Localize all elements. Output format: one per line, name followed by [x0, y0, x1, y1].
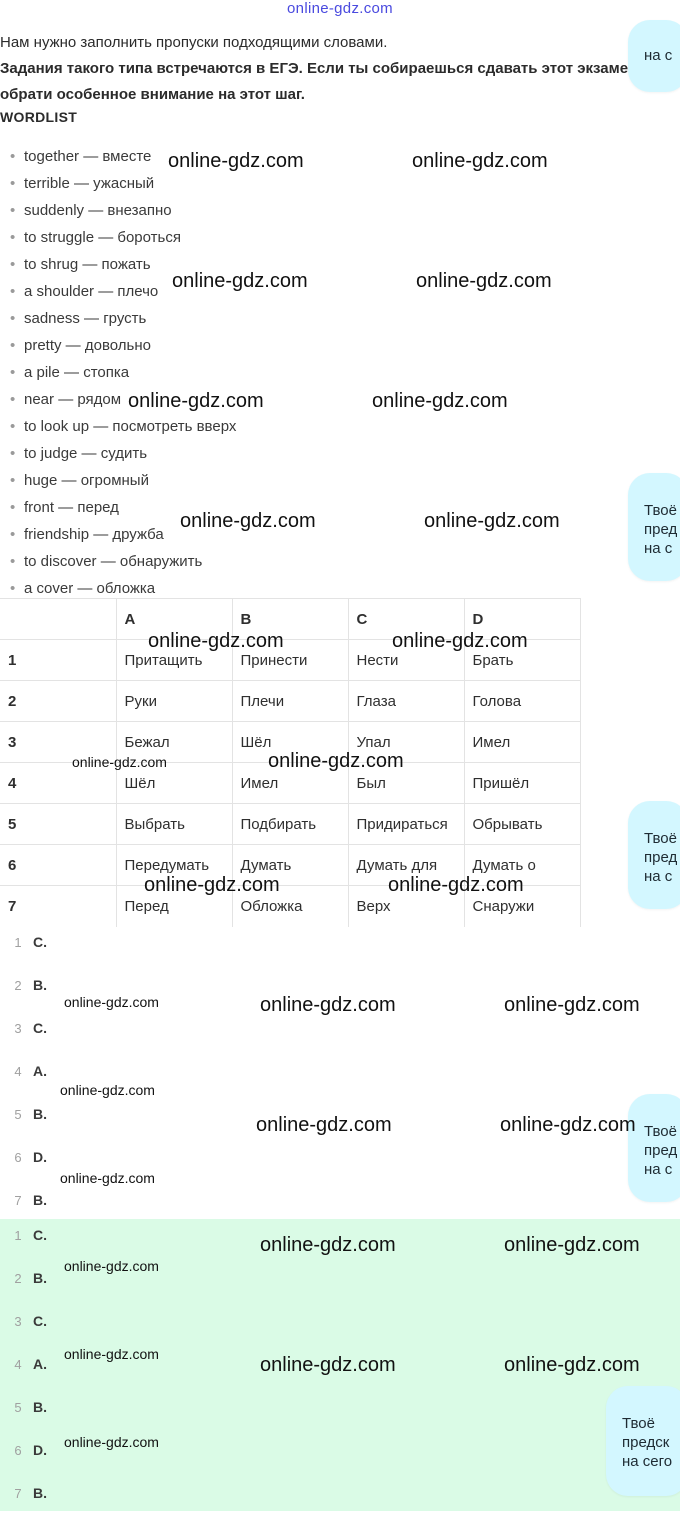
- table-cell: 2: [0, 681, 116, 722]
- bullet-icon: •: [10, 445, 16, 462]
- answer-number: 3: [14, 1314, 22, 1329]
- watermark: online-gdz.com: [72, 754, 167, 770]
- wordlist-item: • a shoulder — плечо: [10, 278, 236, 305]
- watermark: online-gdz.com: [64, 1434, 159, 1450]
- answer-number: 6: [14, 1150, 22, 1165]
- bullet-icon: •: [10, 283, 16, 300]
- answer-value: B.: [33, 1192, 47, 1208]
- answer-value: B.: [33, 1270, 47, 1286]
- table-cell: Верх: [348, 886, 464, 927]
- wordlist-item: • near — рядом: [10, 386, 236, 413]
- answer-value: C.: [33, 1313, 47, 1329]
- watermark: online-gdz.com: [60, 1170, 155, 1186]
- bullet-icon: •: [10, 472, 16, 489]
- intro-line-2: Задания такого типа встречаются в ЕГЭ. Если ты собираешься сдавать этот экзаме: [0, 60, 629, 77]
- intro-text: [0, 30, 640, 108]
- bubble-text: на сего: [622, 1453, 673, 1470]
- bullet-icon: •: [10, 418, 16, 435]
- watermark: online-gdz.com: [60, 1082, 155, 1098]
- wordlist-item: • friendship — дружба: [10, 521, 236, 548]
- table-cell: Шёл: [116, 763, 232, 804]
- watermark: online-gdz.com: [416, 270, 552, 292]
- bubble-text: Твоё: [644, 830, 677, 847]
- answer-item: [0, 1270, 680, 1313]
- watermark: online-gdz.com: [128, 390, 264, 412]
- bubble-text: Твоё: [644, 502, 677, 519]
- answer-number: 4: [14, 1064, 22, 1079]
- table-cell: Брать: [464, 640, 580, 681]
- bubble-text: пред: [644, 849, 678, 866]
- wordlist-item: • front — перед: [10, 494, 236, 521]
- bullet-icon: •: [10, 256, 16, 273]
- bullet-icon: •: [10, 580, 16, 597]
- wordlist-item: • to struggle — бороться: [10, 224, 236, 251]
- answer-value: B.: [33, 1485, 47, 1501]
- answer-value: D.: [33, 1149, 47, 1165]
- table-cell: 7: [0, 886, 116, 927]
- bullet-icon: •: [10, 148, 16, 165]
- table-cell: Передумать: [116, 845, 232, 886]
- answer-value: B.: [33, 1399, 47, 1415]
- wordlist-item: • a pile — стопка: [10, 359, 236, 386]
- table-row: [0, 804, 580, 845]
- answer-number: 2: [14, 978, 22, 993]
- answer-number: 7: [14, 1193, 22, 1208]
- answer-value: C.: [33, 1020, 47, 1036]
- table-header-cell: B: [232, 599, 348, 640]
- table-cell: Имел: [464, 722, 580, 763]
- bubble-text: Твоё: [644, 1123, 677, 1140]
- wordlist-item: • to shrug — пожать: [10, 251, 236, 278]
- table-cell: 4: [0, 763, 116, 804]
- watermark: online-gdz.com: [256, 1114, 392, 1136]
- table-cell: Придираться: [348, 804, 464, 845]
- bullet-icon: •: [10, 526, 16, 543]
- wordlist-item: • terrible — ужасный: [10, 170, 236, 197]
- answer-value: D.: [33, 1442, 47, 1458]
- watermark: online-gdz.com: [504, 994, 640, 1016]
- table-cell: Выбрать: [116, 804, 232, 845]
- answer-number: 5: [14, 1107, 22, 1122]
- wordlist: [10, 143, 236, 602]
- answer-number: 1: [14, 1228, 22, 1243]
- table-cell: Имел: [232, 763, 348, 804]
- watermark: online-gdz.com: [388, 874, 524, 896]
- bullet-icon: •: [10, 310, 16, 327]
- answer-item: [0, 1020, 680, 1063]
- wordlist-item: • sadness — грусть: [10, 305, 236, 332]
- answer-value: A.: [33, 1356, 47, 1372]
- table-cell: Подбирать: [232, 804, 348, 845]
- answer-number: 5: [14, 1400, 22, 1415]
- bubble-text: Твоё: [622, 1415, 655, 1432]
- bullet-icon: •: [10, 202, 16, 219]
- table-cell: Пришёл: [464, 763, 580, 804]
- bullet-icon: •: [10, 175, 16, 192]
- watermark: online-gdz.com: [260, 1234, 396, 1256]
- table-cell: Снаружи: [464, 886, 580, 927]
- prediction-bubble[interactable]: [628, 20, 680, 92]
- wordlist-item: • to discover — обнаружить: [10, 548, 236, 575]
- table-cell: Бежал: [116, 722, 232, 763]
- wordlist-item: • huge — огромный: [10, 467, 236, 494]
- bubble-text: предск: [622, 1434, 670, 1451]
- bullet-icon: •: [10, 553, 16, 570]
- bubble-text: пред: [644, 521, 678, 538]
- answer-value: A.: [33, 1063, 47, 1079]
- prediction-bubble[interactable]: [606, 1386, 680, 1496]
- table-cell: Обрывать: [464, 804, 580, 845]
- watermark: online-gdz.com: [144, 874, 280, 896]
- answer-item: [0, 934, 680, 977]
- table-cell: Думать: [232, 845, 348, 886]
- answer-number: 7: [14, 1486, 22, 1501]
- bubble-text: пред: [644, 1142, 678, 1159]
- table-cell: Думать о: [464, 845, 580, 886]
- wordlist-item: • suddenly — внезапно: [10, 197, 236, 224]
- prediction-bubble[interactable]: [628, 1094, 680, 1202]
- answer-number: 4: [14, 1357, 22, 1372]
- answer-number: 3: [14, 1021, 22, 1036]
- bullet-icon: •: [10, 391, 16, 408]
- bullet-icon: •: [10, 337, 16, 354]
- answer-value: B.: [33, 977, 47, 993]
- answer-item: [0, 1485, 680, 1528]
- table-cell: Шёл: [232, 722, 348, 763]
- answer-number: 2: [14, 1271, 22, 1286]
- wordlist-item: • pretty — довольно: [10, 332, 236, 359]
- table-header-cell: C: [348, 599, 464, 640]
- answer-number: 1: [14, 935, 22, 950]
- table-cell: Принести: [232, 640, 348, 681]
- watermark: online-gdz.com: [392, 630, 528, 652]
- table-header-cell: A: [116, 599, 232, 640]
- watermark: online-gdz.com: [372, 390, 508, 412]
- bullet-icon: •: [10, 499, 16, 516]
- bullet-icon: •: [10, 364, 16, 381]
- watermark: online-gdz.com: [268, 750, 404, 772]
- bubble-text: на с: [644, 1161, 673, 1178]
- watermark: online-gdz.com: [168, 150, 304, 172]
- watermark: online-gdz.com: [424, 510, 560, 532]
- watermark: online-gdz.com: [260, 1354, 396, 1376]
- bubble-text: на с: [644, 868, 673, 885]
- watermark: online-gdz.com: [148, 630, 284, 652]
- watermark: online-gdz.com: [504, 1234, 640, 1256]
- site-header-logo: online-gdz.com: [287, 0, 393, 17]
- table-cell: Плечи: [232, 681, 348, 722]
- watermark: online-gdz.com: [64, 1346, 159, 1362]
- wordlist-item: • a cover — обложка: [10, 575, 236, 602]
- bubble-text: на с: [644, 47, 673, 64]
- table-cell: Нести: [348, 640, 464, 681]
- answer-value: B.: [33, 1106, 47, 1122]
- answer-number: 6: [14, 1443, 22, 1458]
- watermark: online-gdz.com: [64, 1258, 159, 1274]
- bullet-icon: •: [10, 229, 16, 246]
- table-row: [0, 681, 580, 722]
- bubble-text: на с: [644, 540, 673, 557]
- table-cell: Думать для: [348, 845, 464, 886]
- table-cell: 3: [0, 722, 116, 763]
- intro-line-3: обрати особенное внимание на этот шаг.: [0, 86, 305, 103]
- watermark: online-gdz.com: [500, 1114, 636, 1136]
- table-cell: 5: [0, 804, 116, 845]
- watermark: online-gdz.com: [412, 150, 548, 172]
- wordlist-title: WORDLIST: [0, 109, 78, 125]
- wordlist-item: • to judge — судить: [10, 440, 236, 467]
- wordlist-item: • to look up — посмотреть вверх: [10, 413, 236, 440]
- table-header-cell: [0, 599, 116, 640]
- watermark: online-gdz.com: [504, 1354, 640, 1376]
- table-cell: Упал: [348, 722, 464, 763]
- watermark: online-gdz.com: [172, 270, 308, 292]
- table-cell: Руки: [116, 681, 232, 722]
- table-cell: Голова: [464, 681, 580, 722]
- table-header-cell: D: [464, 599, 580, 640]
- table-cell: Глаза: [348, 681, 464, 722]
- prediction-bubble[interactable]: [628, 801, 680, 909]
- answer-value: C.: [33, 1227, 47, 1243]
- wordlist-item: • together — вместе: [10, 143, 236, 170]
- table-cell: 1: [0, 640, 116, 681]
- intro-line-1: Нам нужно заполнить пропуски подходящими словами.: [0, 34, 388, 51]
- watermark: online-gdz.com: [64, 994, 159, 1010]
- watermark: online-gdz.com: [260, 994, 396, 1016]
- prediction-bubble[interactable]: [628, 473, 680, 581]
- table-cell: Перед: [116, 886, 232, 927]
- table-cell: Обложка: [232, 886, 348, 927]
- answer-value: C.: [33, 934, 47, 950]
- table-cell: 6: [0, 845, 116, 886]
- watermark: online-gdz.com: [180, 510, 316, 532]
- table-cell: Притащить: [116, 640, 232, 681]
- table-cell: Был: [348, 763, 464, 804]
